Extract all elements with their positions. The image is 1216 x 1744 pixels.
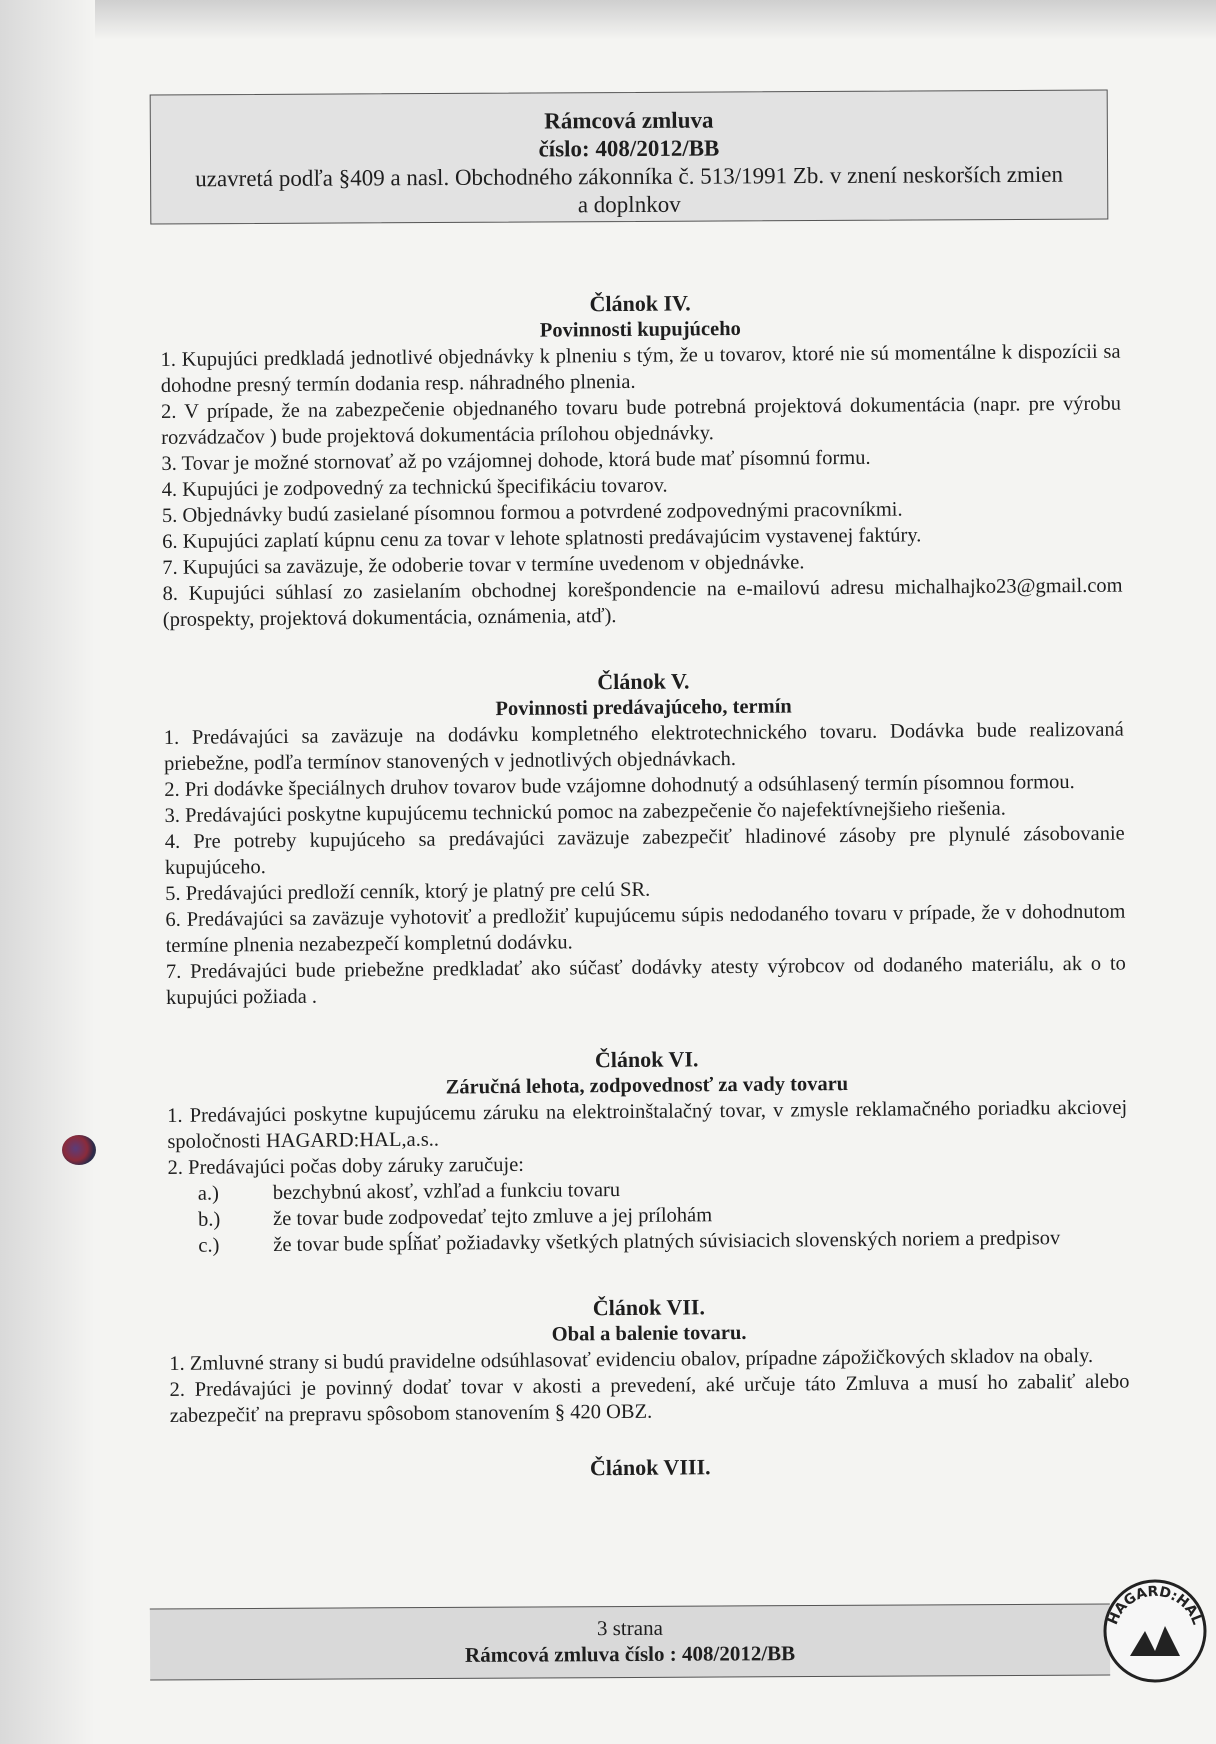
list-item: 2. Pri dodávke špeciálnych druhov tovarov bude vzájomne dohodnutý a odsúhlasený termín písomnou formou. (164, 771, 1075, 801)
article-heading: Článok VII. (592, 1294, 706, 1321)
list-item: 5. Predávajúci predloží cenník, ktorý je platný pre celú SR. (165, 878, 651, 905)
article-v (163, 665, 1126, 1011)
list-item: 4. Pre potreby kupujúceho sa predávajúci zaväzuje zabezpečiť hladinové zásoby pre plynulé zásobovanie kupujúceho. (164, 822, 1125, 879)
list-item: 1. Predávajúci sa zaväzuje na dodávku kompletného elektrotechnického tovaru. Dodávka bude realizovaná priebežne, podľa termínov stanovených v jednotlivých objednávkach. (163, 718, 1124, 775)
sub-item-text: že tovar bude zodpovedať tejto zmluve a jej prílohám (272, 1204, 713, 1231)
document-body (160, 287, 1130, 1485)
article-heading: Článok V. (597, 668, 690, 695)
article-vii (169, 1291, 1130, 1429)
article-heading: Článok VIII. (589, 1454, 711, 1481)
list-item: 6. Predávajúci sa zaväzuje vyhotoviť a predložiť kupujúcemu súpis nedodaného tovaru v prípade, že v dohodnutom termíne plnenia nezabezpečí kompletnú dodávku. (165, 900, 1126, 957)
scan-shadow-top (0, 0, 1216, 40)
footer-page-number: 3 strana (596, 1615, 663, 1641)
sub-item-label: b.) (197, 1208, 221, 1231)
stamp-text: HAGARD:HAL (1104, 1583, 1206, 1628)
company-stamp-logo (1100, 1576, 1210, 1686)
list-item: 2. Predávajúci je povinný dodať tovar v akosti a prevedení, aké určuje táto Zmluva a musí ho zabaliť alebo zabezpečiť na prepravu spôsobom stanovením § 420 OBZ. (169, 1370, 1130, 1427)
list-item: 3. Tovar je možné stornovať až po vzájomnej dohode, ktorá bude mať písomnú formu. (161, 446, 871, 475)
header-title: Rámcová zmluva (544, 107, 714, 134)
list-item: 1. Zmluvné strany si budú pravidelne odsúhlasovať evidenciu obalov, prípadne zápožičkových skladov na obaly. (169, 1344, 1094, 1375)
document-header (150, 89, 1109, 224)
article-title: Povinnosti predávajúceho, termín (495, 695, 792, 721)
article-title: Povinnosti kupujúceho (539, 317, 741, 342)
sub-item-label: a.) (197, 1182, 220, 1205)
list-item: 5. Objednávky budú zasielané písomnou formou a potvrdené zodpovednými pracovníkmi. (161, 498, 903, 527)
list-item: 8. Kupujúci súhlasí zo zasielaním obchodnej korešpondencie na e-mailovú adresu michalhajko23@gmail.com (prospekty, projektová dokumentácia, oznámenia, atď). (162, 574, 1123, 631)
footer-contract-number: Rámcová zmluva číslo : 408/2012/BB (464, 1641, 796, 1667)
header-basis-line1: uzavretá podľa §409 a nasl. Obchodného zákonníka č. 513/1991 Zb. v znení neskorších zmien (195, 161, 1064, 192)
list-item: 7. Kupujúci sa zaväzuje, že odoberie tovar v termíne uvedenom v objednávke. (162, 551, 805, 579)
list-item: 7. Predávajúci bude priebežne predkladať ako súčasť dodávky atesty výrobcov od dodaného materiálu, ak o to kupujúci požiada . (165, 952, 1126, 1009)
article-viii (170, 1451, 1130, 1485)
article-iv (160, 287, 1123, 633)
header-number: číslo: 408/2012/BB (538, 135, 720, 162)
sub-item-label: c.) (198, 1234, 220, 1257)
sub-item-text: že tovar bude spĺňať požiadavky všetkých platných súvisiacich slovenských noriem a predpisov (273, 1227, 1061, 1257)
article-heading: Článok VI. (594, 1046, 699, 1073)
list-item: 4. Kupujúci je zodpovedný za technickú špecifikáciu tovarov. (161, 474, 668, 501)
article-vi (167, 1043, 1129, 1259)
article-heading: Článok IV. (589, 290, 691, 317)
punch-hole-mark (62, 1135, 96, 1165)
page-footer (150, 1603, 1110, 1680)
list-item: 2. V prípade, že na zabezpečenie objednaného tovaru bude potrebná projektová dokumentácia (napr. pre výrobu rozvádzačov ) bude projektová dokumentácia prílohou objednávky. (160, 392, 1122, 449)
scan-shadow-left (0, 0, 95, 1744)
list-item: 6. Kupujúci zaplatí kúpnu cenu za tovar v lehote splatnosti predávajúcim vystavenej faktúry. (162, 524, 922, 553)
article-title: Záručná lehota, zodpovednosť za vady tovaru (445, 1073, 849, 1099)
sub-item-text: bezchybnú akosť, vzhľad a funkciu tovaru (272, 1179, 621, 1205)
list-item: 2. Predávajúci počas doby záruky zaručuje: (167, 1153, 525, 1179)
header-basis-line2: a doplnkov (577, 191, 681, 218)
list-item: 3. Predávajúci poskytne kupujúcemu technickú pomoc na zabezpečenie čo najefektívnejšieho riešenia. (164, 797, 1006, 827)
article-title: Obal a balenie tovaru. (551, 1321, 747, 1346)
list-item: 1. Predávajúci poskytne kupujúcemu záruku na elektroinštalačný tovar, v zmysle reklamačného poriadku akciovej spoločnosti HAGARD:HAL,a.s.. (167, 1096, 1128, 1153)
list-item: 1. Kupujúci predkladá jednotlivé objednávky k plneniu s tým, že u tovarov, ktoré nie sú momentálne k dispozícii sa dohodne presný termín dodania resp. náhradného plnenia. (160, 340, 1121, 397)
